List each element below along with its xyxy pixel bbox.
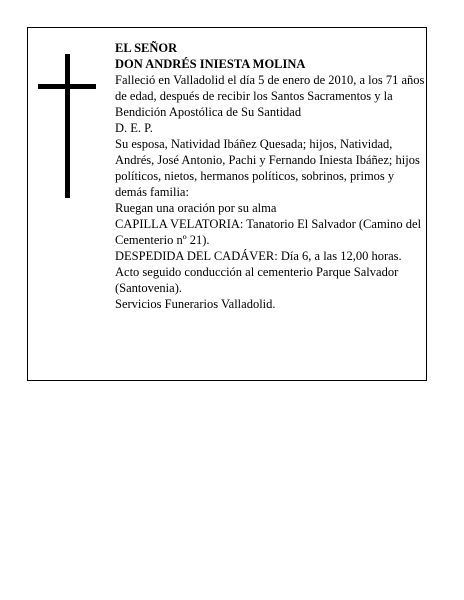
farewell-info: DESPEDIDA DEL CADÁVER: Día 6, a las 12,00 horas. Acto seguido conducción al cementerio Parque Salvador (Santovenia). bbox=[115, 249, 402, 295]
family-list: Su esposa, Natividad Ibáñez Quesada; hijos, Natividad, Andrés, José Antonio, Pachi y Fernando Iniesta Ibáñez; hijos políticos, nietos, hermanos políticos, sobrinos, primos y demás familia: bbox=[115, 137, 420, 199]
obituary-notice bbox=[27, 27, 427, 381]
obituary-text bbox=[115, 40, 425, 312]
deceased-name: DON ANDRÉS INIESTA MOLINA bbox=[115, 57, 306, 71]
cross-vertical-beam bbox=[65, 54, 70, 198]
cross-horizontal-beam bbox=[38, 84, 96, 89]
title-line-1: EL SEÑOR bbox=[115, 41, 178, 55]
rip-text: D. E. P. bbox=[115, 121, 153, 135]
funeral-home: Servicios Funerarios Valladolid. bbox=[115, 297, 276, 311]
chapel-info: CAPILLA VELATORIA: Tanatorio El Salvador (Camino del Cementerio nº 21). bbox=[115, 217, 422, 247]
prayer-request: Ruegan una oración por su alma bbox=[115, 201, 277, 215]
cross-icon bbox=[38, 54, 96, 198]
death-notice: Falleció en Valladolid el día 5 de enero de 2010, a los 71 años de edad, después de recibir los Santos Sacramentos y la Bendición Apostólica de Su Santidad bbox=[115, 73, 425, 119]
